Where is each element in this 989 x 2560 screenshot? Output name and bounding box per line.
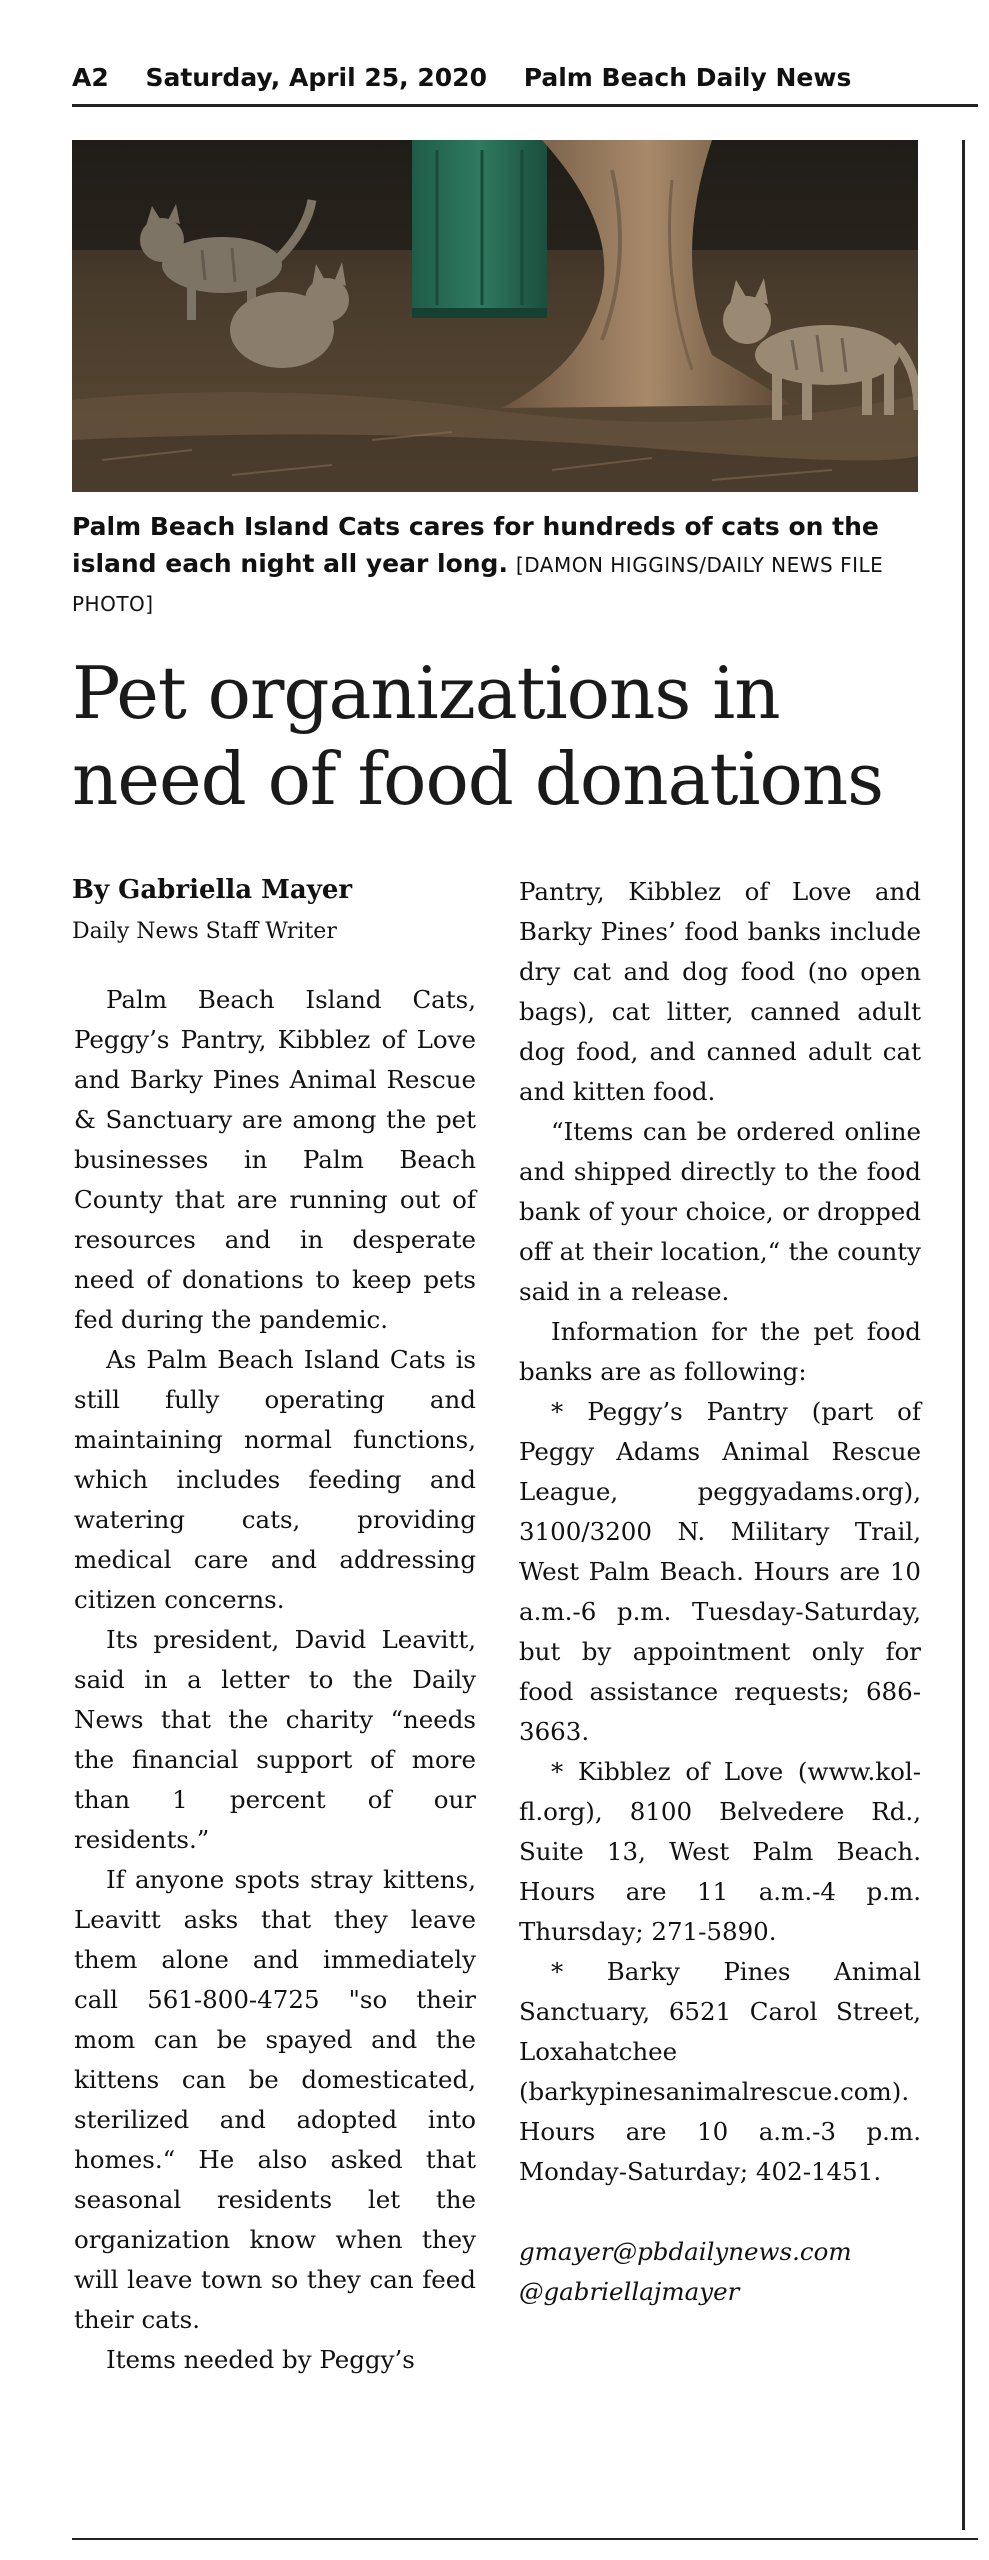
photo-caption — [72, 508, 918, 623]
issue-date: Saturday, April 25, 2020 — [145, 63, 487, 92]
byline-title: Daily News Staff Writer — [72, 919, 337, 944]
paragraph: Items needed by Peggy’s — [106, 2345, 415, 2374]
photo-credit: [DAMON HIGGINS/DAILY NEWS FILE PHOTO] — [72, 553, 884, 616]
page-folio — [72, 58, 972, 98]
paragraph: If anyone spots stray kittens, Leavitt asks that they leave them alone and immediately call 561-800-4725 "so their mom can be spayed and the kittens can be domesticated, sterilized and adopted into homes.“ He also asked that seasonal residents let the organization know when they will leave town so they can feed their cats. — [74, 1865, 476, 2334]
listing-barky-pines: * Barky Pines Animal Sanctuary, 6521 Carol Street, Loxahatchee (barkypinesanimalrescue.com). Hours are 10 a.m.-3 p.m. Monday-Saturday; 402-1451. — [519, 1957, 921, 2186]
page-number: A2 — [72, 63, 109, 92]
article-column-2 — [519, 872, 921, 2312]
paragraph: “Items can be ordered online and shipped directly to the food bank of your choice, or dropped off at their location,“ the county said in a release. — [519, 1117, 921, 1306]
paragraph: As Palm Beach Island Cats is still fully operating and maintaining normal functions, which includes feeding and watering cats, providing medical care and addressing citizen concerns. — [74, 1345, 476, 1614]
news-photo-cats — [72, 140, 918, 492]
paragraph-continued: Pantry, Kibblez of Love and Barky Pines’ food banks include dry cat and dog food (no open bags), cat litter, canned adult dog food, and canned adult cat and kitten food. — [519, 877, 921, 1106]
listing-kibblez-of-love: * Kibblez of Love (www.kol-fl.org), 8100 Belvedere Rd., Suite 13, West Palm Beach. Hours are 11 a.m.-4 p.m. Thursday; 271-5890. — [519, 1757, 921, 1946]
top-rule — [72, 104, 978, 107]
author-signoff — [519, 2232, 921, 2312]
article-column-1 — [74, 980, 476, 2380]
author-email: gmayer@pbdailynews.com — [519, 2237, 852, 2266]
right-column-rule — [962, 140, 965, 2530]
byline-author: By Gabriella Mayer — [72, 875, 353, 905]
paragraph: Palm Beach Island Cats, Peggy’s Pantry, Kibblez of Love and Barky Pines Animal Rescue & Sanctuary are among the pet businesses in Palm Beach County that are running out of resources and in desperate need of donations to keep pets fed during the pandemic. — [74, 985, 476, 1334]
author-social-handle: @gabriellajmayer — [519, 2277, 740, 2306]
paragraph: Its president, David Leavitt, said in a letter to the Daily News that the charity “needs the financial support of more than 1 percent of our residents.” — [74, 1625, 476, 1854]
article-headline: Pet organizations in need of food donations — [72, 651, 884, 821]
bottom-rule — [72, 2538, 978, 2540]
paragraph: Information for the pet food banks are as following: — [519, 1317, 921, 1386]
listing-peggys-pantry: * Peggy’s Pantry (part of Peggy Adams Animal Rescue League, peggyadams.org), 3100/3200 N. Military Trail, West Palm Beach. Hours are 10 a.m.-6 p.m. Tuesday-Saturday, but by appointment only for food assistance requests; 686-3663. — [519, 1397, 921, 1746]
newspaper-name: Palm Beach Daily News — [523, 63, 852, 92]
caption-text: Palm Beach Island Cats cares for hundreds of cats on the island each night all year long. — [72, 512, 879, 578]
